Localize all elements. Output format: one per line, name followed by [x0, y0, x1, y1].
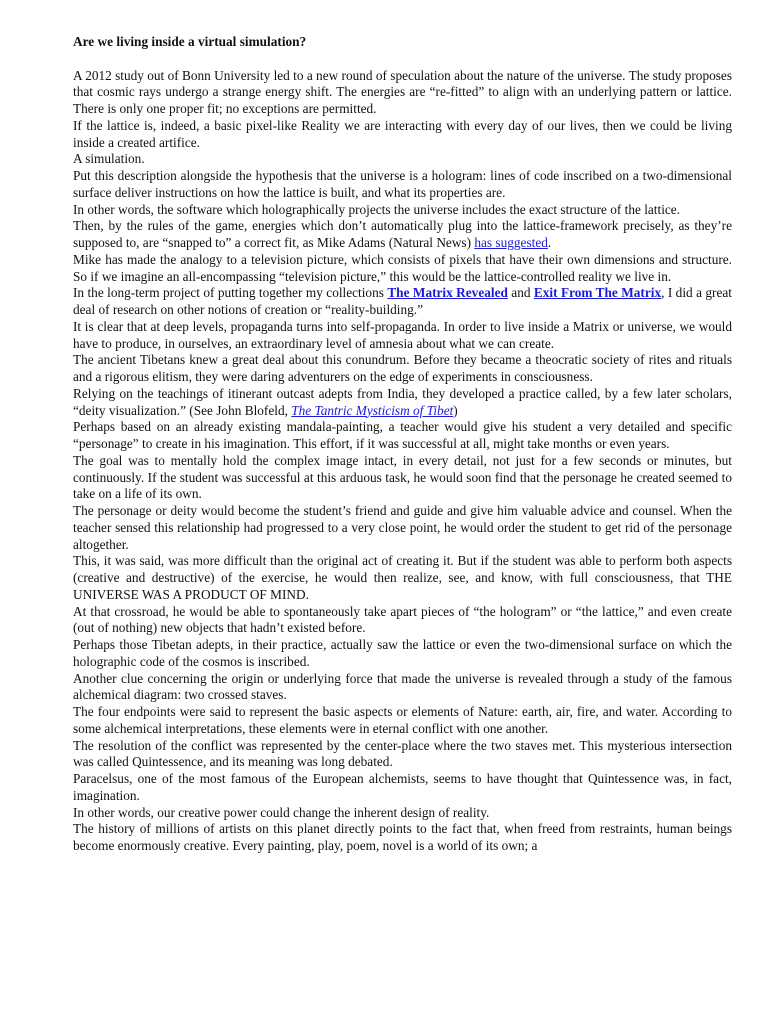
paragraph-with-link: [73, 285, 732, 319]
paragraph: The four endpoints were said to represent the basic aspects or elements of Nature: earth, air, fire, and water. According to some alchemical interpretations, these elements were in eternal conflict with one another.: [73, 704, 732, 736]
paragraph: The ancient Tibetans knew a great deal about this conundrum. Before they became a theocratic society of rites and rituals and a rigorous elitism, they were daring adventurers on the edge of experiments in consciousness.: [73, 352, 732, 384]
paragraph-text: and: [507, 285, 534, 301]
paragraph: A 2012 study out of Bonn University led to a new round of speculation about the nature of the universe. The study proposes that cosmic rays undergo a strange energy shift. The energies are “re-fitted” to align with an underlying pattern or lattice. There is only one proper fit; no exceptions are permitted.: [73, 67, 732, 116]
paragraph: Put this description alongside the hypothesis that the universe is a hologram: lines of code inscribed on a two-dimensional surface deliver instructions on how the lattice is built, and what its properties are.: [73, 168, 732, 200]
paragraph-text: .: [547, 235, 552, 250]
matrix-revealed-link[interactable]: The Matrix Revealed: [387, 285, 508, 301]
paragraph-with-link: [73, 386, 732, 420]
paragraph: Mike has made the analogy to a television picture, which consists of pixels that have their own dimensions and structure. So if we imagine an all-encompassing “television picture,” this would be the lattice-controlled reality we live in.: [73, 251, 732, 284]
exit-from-the-matrix-link[interactable]: Exit From The Matrix: [533, 285, 662, 301]
document-title: Are we living inside a virtual simulation?: [73, 34, 307, 49]
paragraph-text: ): [453, 402, 458, 418]
paragraph: A simulation.: [73, 151, 145, 167]
paragraph: In other words, our creative power could change the inherent design of reality.: [73, 804, 490, 820]
paragraph: The goal was to mentally hold the complex image intact, in every detail, not just for a few seconds or minutes, but continuously. If the student was successful at this arduous task, he would soon find that the personage he created seemed to take on a life of its own.: [73, 452, 732, 502]
paragraph: In other words, the software which holographically projects the universe includes the exact structure of the lattice.: [73, 201, 681, 217]
paragraph: At that crossroad, he would be able to spontaneously take apart pieces of “the hologram” or “the lattice,” and even create (out of nothing) new objects that hadn’t existed before.: [73, 603, 732, 636]
paragraph: Paracelsus, one of the most famous of the European alchemists, seems to have thought that Quintessence was, in fact, imagination.: [73, 771, 732, 803]
paragraph: The resolution of the conflict was represented by the center-place where the two staves met. This mysterious intersection was called Quintessence, and its meaning was long debated.: [73, 737, 732, 770]
paragraph: The history of millions of artists on this planet directly points to the fact that, when freed from restraints, human beings become enormously creative. Every painting, play, poem, novel is a world of its own; a: [73, 821, 732, 853]
paragraph: Perhaps those Tibetan adepts, in their practice, actually saw the lattice or even the two-dimensional surface on which the holographic code of the cosmos is inscribed.: [73, 637, 732, 669]
paragraph: This, it was said, was more difficult than the original act of creating it. But if the student was able to perform both aspects (creative and destructive) of the exercise, he would then realize, see, and know, with full consciousness, that THE UNIVERSE WAS A PRODUCT OF MIND.: [73, 553, 732, 602]
paragraph-text: In the long-term project of putting together my collections: [73, 285, 388, 301]
paragraph: If the lattice is, indeed, a basic pixel-like Reality we are interacting with every day of our lives, then we could be living inside a created artifice.: [73, 117, 732, 150]
paragraph: Another clue concerning the origin or underlying force that made the universe is revealed through a study of the famous alchemical diagram: two crossed staves.: [73, 670, 732, 703]
paragraph-text: Relying on the teachings of itinerant outcast adepts from India, they developed a practice called, by a few later scholars, “deity visualization.” (See John Blofeld,: [73, 385, 732, 418]
document-page: [73, 34, 732, 855]
paragraph: Perhaps based on an already existing mandala-painting, a teacher would give his student a very detailed and specific “personage” to create in his imagination. This effort, if it was successful at all, might take months or even years.: [73, 419, 732, 451]
paragraph-text: , I did a great deal of research on other notions of creation or “reality-building.”: [73, 285, 732, 317]
has-suggested-link[interactable]: has suggested: [474, 235, 548, 250]
paragraph: The personage or deity would become the student’s friend and guide and give him valuable advice and counsel. When the teacher sensed this relationship had progressed to a very close point, he would order the student to get rid of the personage altogether.: [73, 503, 732, 552]
tantric-mysticism-link[interactable]: The Tantric Mysticism of Tibet: [291, 402, 454, 418]
paragraph-text: Then, by the rules of the game, energies which don’t automatically plug into the lattice-framework precisely, as they’re supposed to, are “snapped to” a correct fit, as Mike Adams (Natural News): [73, 218, 732, 250]
paragraph-with-link: [73, 218, 732, 252]
paragraph: It is clear that at deep levels, propaganda turns into self-propaganda. In order to live inside a Matrix or universe, we would have to produce, in ourselves, an extraordinary level of amnesia about what we can create.: [73, 318, 732, 351]
